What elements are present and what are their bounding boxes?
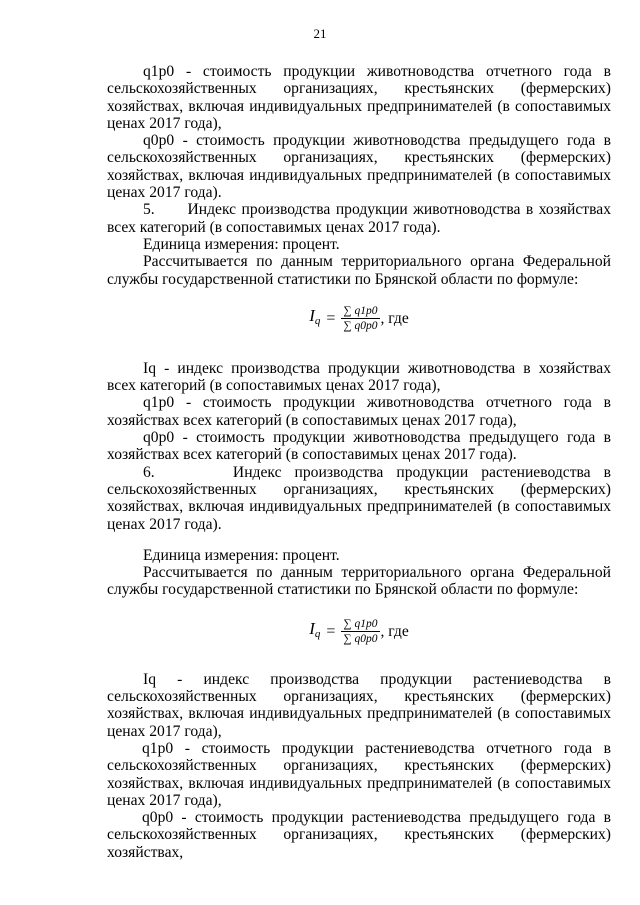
paragraph-unit-of-measure: Единица измерения: процент. <box>143 235 340 253</box>
formula-fraction <box>341 305 379 332</box>
paragraph-item-6-heading: 6. Индекс производства продукции растениеводства в сельскохозяйственных организациях, крестьянских (фермерских) хозяйствах, включая индивидуальных предпринимателей (в сопоставимых ценах 2017 года). <box>107 463 611 533</box>
formula-fraction-2 <box>341 618 379 645</box>
paragraph-calculation-source: Рассчитывается по данным территориального органа Федеральной службы государственной статистики по Брянской области по формуле: <box>107 253 611 288</box>
formula-crop-index <box>107 609 611 655</box>
paragraph-q0p0-livestock: q0p0 - стоимость продукции животноводства предыдущего года в сельскохозяйственных организациях, крестьянских (фермерских) хозяйствах, включая индивидуальных предпринимателей (в сопоставимых ценах 2017 года). <box>107 132 611 202</box>
paragraph-q1p0-livestock: q1p0 - стоимость продукции животноводства отчетного года в сельскохозяйственных организациях, крестьянских (фермерских) хозяйствах, включая индивидуальных предпринимателей (в сопоставимых ценах 2017 года), <box>107 63 611 132</box>
paragraph-q0p0-crop: q0p0 - стоимость продукции растениеводства предыдущего года в сельскохозяйственных организациях, крестьянских (фермерских) хозяйствах, <box>107 809 611 861</box>
paragraph-q1p0-crop: q1p0 - стоимость продукции растениеводства отчетного года в сельскохозяйственных организациях, крестьянских (фермерских) хозяйствах, включая индивидуальных предпринимателей (в сопоставимых ценах 2017 года), <box>107 739 611 809</box>
paragraph-item-5-heading: 5. Индекс производства продукции животноводства в хозяйствах всех категорий (в сопоставимых ценах 2017 года). <box>107 201 611 236</box>
formula-lhs: $I_q$ <box>309 306 321 328</box>
paragraph-unit-of-measure-2: Единица измерения: процент. <box>143 546 340 564</box>
formula-equals-2: = <box>326 623 336 641</box>
paragraph-calculation-source-2: Рассчитывается по данным территориального органа Федеральной службы государственной статистики по Брянской области по формуле: <box>107 564 611 599</box>
formula-equals: = <box>326 310 336 328</box>
formula-lhs-2: $I_q$ <box>309 619 321 641</box>
formula-denominator-2: ∑ q0p0 <box>343 633 378 646</box>
formula-denominator: ∑ q0p0 <box>343 320 378 333</box>
formula-livestock-index <box>107 296 611 342</box>
formula-suffix-2: , где <box>380 623 409 641</box>
formula-numerator-2: ∑ q1p0 <box>343 618 378 631</box>
paragraph-iq-crop: Iq - индекс производства продукции растениеводства в сельскохозяйственных организациях, крестьянских (фермерских) хозяйствах, включая индивидуальных предпринимателей (в сопоставимых ценах 2017 года), <box>107 670 611 740</box>
page-number: 21 <box>313 26 327 41</box>
body-text <box>107 63 611 861</box>
paragraph-q0p0-livestock-all: q0p0 - стоимость продукции животноводства предыдущего года в хозяйствах всех категорий (в сопоставимых ценах 2017 года). <box>107 429 611 464</box>
paragraph-iq-livestock: Iq - индекс производства продукции животноводства в хозяйствах всех категорий (в сопоставимых ценах 2017 года), <box>107 359 611 395</box>
formula-suffix: , где <box>380 310 409 328</box>
paragraph-q1p0-livestock-all: q1p0 - стоимость продукции животноводства отчетного года в хозяйствах всех категорий (в сопоставимых ценах 2017 года), <box>107 394 611 429</box>
formula-numerator: ∑ q1p0 <box>343 305 378 318</box>
